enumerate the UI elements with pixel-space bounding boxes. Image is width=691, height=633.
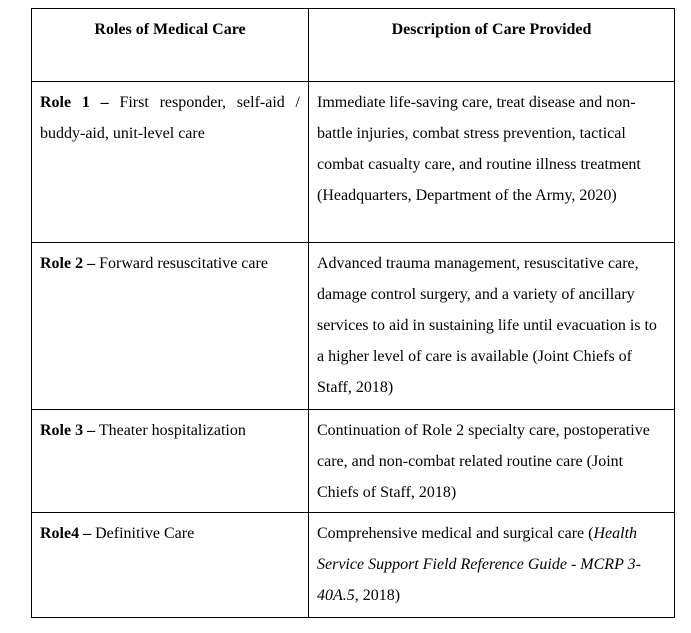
table-row [32, 82, 675, 243]
description-cell [309, 513, 675, 618]
role-cell [32, 513, 309, 618]
description-cell [309, 243, 675, 410]
description-cell [309, 410, 675, 513]
description-cell [309, 82, 675, 243]
table-row [32, 410, 675, 513]
role-name: Role 2 – [40, 255, 96, 272]
description-post: , 2018) [354, 587, 401, 604]
role-cell [32, 410, 309, 513]
role-cell [32, 82, 309, 243]
role-name: Role 1 – [40, 94, 109, 111]
role-text: Definitive Care [91, 525, 195, 542]
role-cell [32, 243, 309, 410]
table-row [32, 243, 675, 410]
header-roles: Roles of Medical Care [32, 9, 309, 82]
roles-of-medical-care-table [31, 8, 675, 618]
role-name: Role4 – [40, 525, 92, 542]
description-text: Immediate life-saving care, treat disease and non-battle injuries, combat stress prevention, tactical combat casualty care, and routine illness treatment (Headquarters, Department of the Army, 2020) [317, 94, 641, 204]
description-pre: Comprehensive medical and surgical care ( [317, 525, 594, 542]
role-text: Forward resuscitative care [95, 255, 268, 272]
citation-title: Health Service Support Field Reference Guide - MCRP 3-40A.5 [317, 525, 641, 604]
description-text: Continuation of Role 2 specialty care, postoperative care, and non-combat related routine care (Joint Chiefs of Staff, 2018) [317, 422, 650, 501]
role-name: Role 3 – [40, 422, 96, 439]
description-text [309, 513, 674, 611]
description-text: Advanced trauma management, resuscitative care, damage control surgery, and a variety of ancillary services to aid in sustaining life until evacuation is to a higher level of care is available (Joint Chiefs of Staff, 2018) [317, 255, 657, 396]
header-row [32, 9, 675, 82]
role-text: First responder, self-aid / buddy-aid, unit-level care [40, 94, 300, 142]
table-row [32, 513, 675, 618]
role-text: Theater hospitalization [95, 422, 246, 439]
header-description: Description of Care Provided [309, 9, 675, 82]
